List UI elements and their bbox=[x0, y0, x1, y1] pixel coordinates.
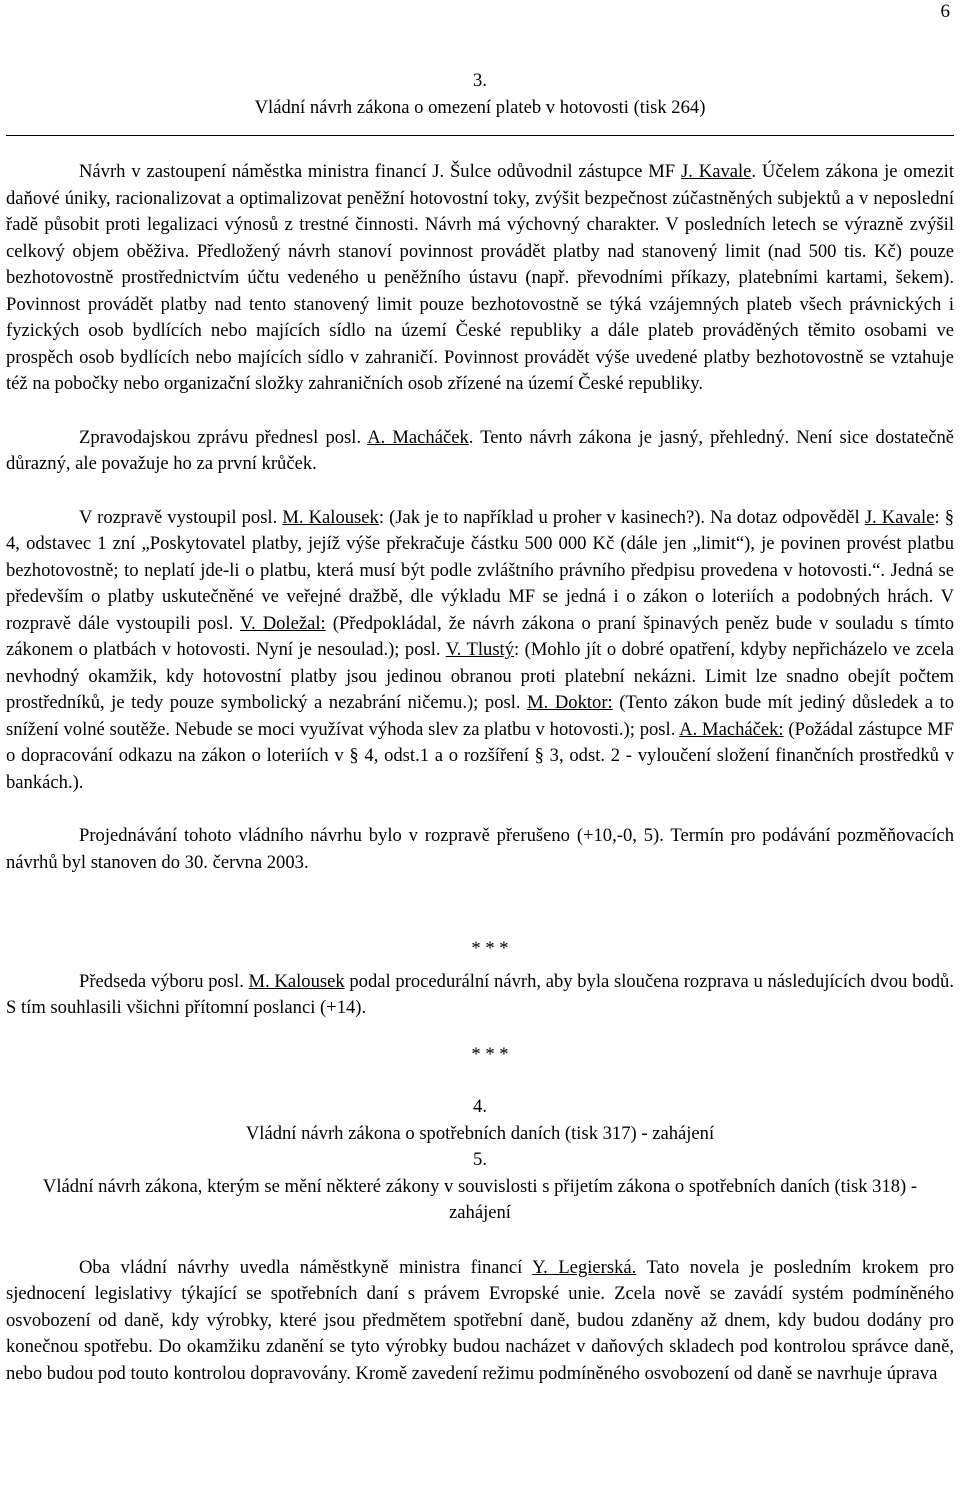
item-4-number: 4. bbox=[473, 1096, 487, 1117]
text-run: : § 4, odstavec 1 zní „Poskytovatel platby, jejíž výše překračuje částku 500 000 Kč (dále jen „limit“), je povinen provést platbu bezhotovostně; to neplatí jde-li o platbu, která musí být podle zvláštního právního předpisu provedena v hotovosti.“. Jedná se především o platby uskutečněné ve veřejné dražbě, dle výkladu MF se jedná i o zákon o loteriích a podobných hrách. V rozpravě dále vystoupili posl. bbox=[6, 506, 955, 634]
speaker-dolezal: V. Doležal: bbox=[239, 612, 326, 634]
introduction-paragraph bbox=[6, 1255, 954, 1388]
text-run: podal procedurální návrh, aby byla sloučena rozprava u následujících dvou bodů. S tím souhlasili všichni přítomní poslanci (+14). bbox=[6, 970, 954, 1018]
text-run: (Tento zákon bude mít jediný důsledek a to snížení volné soutěže. Nebude se moci využívat výhoda slev za platbu v hotovosti.); posl. bbox=[6, 692, 954, 740]
text-run: (Předpokládal, že návrh zákona o praní špinavých peněz bude v souladu s tímto zákonem o platbách v hotovosti. Nyní je nesoulad.); posl. bbox=[6, 612, 955, 660]
text-run: : (Mohlo jít o dobré opatření, kdyby nepřicházelo ve zcela nevhodný okamžik, kdy hotovostní platby jsou jedinou obranou proti platební nekázni. Limit lze snadno obejít počtem prostředníků, je tedy pouze symbolický a nezabrání ničemu.); posl. bbox=[6, 639, 954, 713]
document-body bbox=[6, 68, 954, 1387]
speaker-kalousek: M. Kalousek bbox=[282, 506, 379, 528]
speaker-machacek: A. Macháček bbox=[367, 426, 469, 448]
separator-stars: * * * bbox=[471, 938, 509, 959]
procedural-motion-paragraph bbox=[6, 969, 954, 1022]
text-run: V rozpravě vystoupil posl. bbox=[79, 506, 283, 528]
speaker-legierska: Y. Legierská. bbox=[532, 1256, 637, 1278]
item-5-title: Vládní návrh zákona, kterým se mění některé zákony v souvislosti s přijetím zákona o spotřebních daních (tisk 318) - zahájení bbox=[42, 1175, 918, 1223]
item-3-number: 3. bbox=[473, 70, 487, 91]
text-run: Zpravodajskou zprávu přednesl posl. bbox=[79, 426, 368, 448]
separator-stars: * * * bbox=[471, 1043, 509, 1065]
speaker-tlusty: V. Tlustý bbox=[445, 639, 515, 660]
text-run: (Požádal zástupce MF o dopracování odkazu na zákon o loteriích v § 4, odst.1 a o rozšíření § 3, odst. 2 - vyloučení složení finančních prostředků v bankách.). bbox=[6, 718, 954, 793]
text-run: : (Jak je to například u proher v kasinech?). Na dotaz odpověděl bbox=[378, 506, 865, 528]
item-3-intro-paragraph bbox=[6, 159, 954, 398]
text-run: Návrh v zastoupení náměstka ministra financí J. Šulce odůvodnil zástupce MF bbox=[79, 161, 682, 182]
text-run: . Tento návrh zákona je jasný, přehledný. Není sice dostatečně důrazný, ale považuje ho za první krůček. bbox=[6, 426, 954, 474]
text-run: Tato novela je posledním krokem pro sjednocení legislativy týkající se spotřebních daní s právem Evropské unie. Zcela nově se zavádí systém podmíněného osvobození od daně, kdy výrobky, které jsou předmětem spotřební daně, budou zdaněny až dnem, kdy budou dodány pro konečnou spotřebu. Do okamžiku zdanění se tyto výrobky budou nacházet v daňových skladech pod kontrolou správce daně, nebo budou pod touto kontrolou dopravovány. Kromě zavedení režimu podmíněného osvobození od daně se navrhuje úprava bbox=[6, 1256, 954, 1384]
speaker-machacek: A. Macháček: bbox=[679, 718, 784, 740]
item-3-title: Vládní návrh zákona o omezení plateb v hotovosti (tisk 264) bbox=[254, 96, 706, 118]
speaker-kalousek: M. Kalousek bbox=[248, 970, 345, 992]
text-run: Předseda výboru posl. bbox=[79, 970, 249, 992]
speaker-doktor: M. Doktor: bbox=[527, 692, 613, 713]
speaker-kavale: J. Kavale bbox=[864, 506, 935, 528]
title-divider bbox=[6, 135, 954, 136]
item-4-title: Vládní návrh zákona o spotřebních daních (tisk 317) - zahájení bbox=[245, 1122, 715, 1144]
item-5-number: 5. bbox=[473, 1149, 487, 1170]
debate-paragraph bbox=[6, 505, 954, 797]
speaker-kavale: J. Kavale bbox=[681, 161, 752, 182]
text-run: Oba vládní návrhy uvedla náměstkyně ministra financí bbox=[79, 1256, 533, 1278]
rapporteur-paragraph bbox=[6, 425, 954, 478]
page-number: 6 bbox=[940, 1, 950, 22]
conclusion-paragraph: Projednávání tohoto vládního návrhu bylo v rozpravě přerušeno (+10,-0, 5). Termín pro podávání pozměňovacích návrhů byl stanoven do 30. června 2003. bbox=[6, 825, 954, 873]
text-run: . Účelem zákona je omezit daňové úniky, racionalizovat a optimalizovat peněžní hotovostní toky, zvýšit bezpečnost zúčastněných subjektů a v neposlední řadě působit proti legalizaci výnosů z trestné činnosti. Návrh má výchovný charakter. V posledních letech se výrazně zvýšil celkový objem oběživa. Předložený návrh stanoví povinnost provádět platby nad stanovený limit (nad 500 tis. Kč) pouze bezhotovostně prostřednictvím účtu vedeného u peněžního ústavu (např. převodními příkazy, platebními kartami, šekem). Povinnost provádět platby nad tento stanovený limit pouze bezhotovostně se týká vzájemných plateb všech právnických i fyzických osob bydlících nebo majících sídlo na území České republiky a dále plateb prováděných těmito osobami ve prospěch osob bydlících nebo majících sídlo v zahraničí. Povinnost provádět výše uvedené platby bezhotovostně se vztahuje též na pobočky nebo organizační složky zahraničních osob zřízené na území České republiky. bbox=[6, 161, 954, 394]
